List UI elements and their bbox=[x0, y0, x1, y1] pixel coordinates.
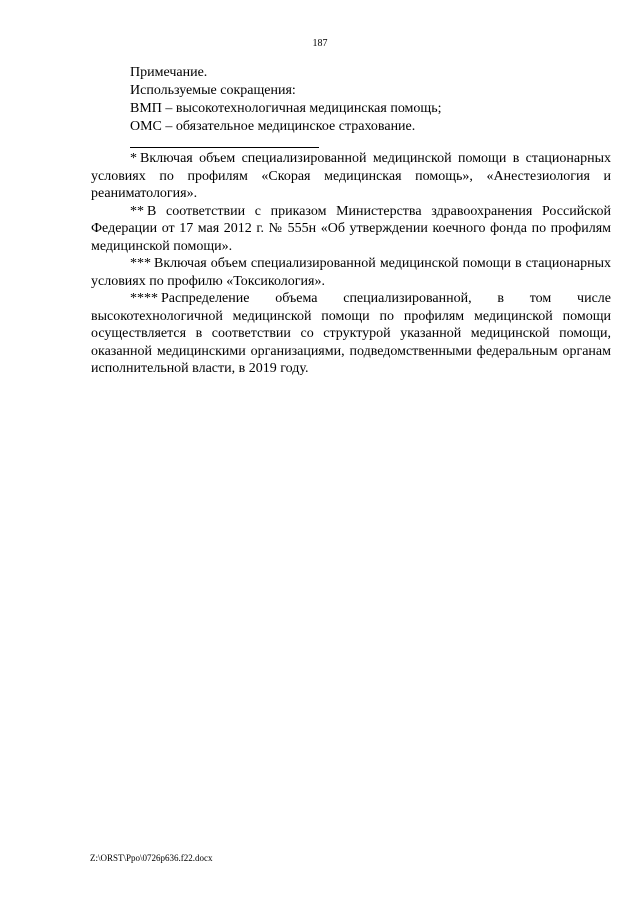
file-path: Z:\ORST\Ppo\0726p636.f22.docx bbox=[90, 853, 213, 863]
abbrev-oms: ОМС – обязательное медицинское страхование. bbox=[130, 119, 416, 134]
footnote-mark: ** bbox=[130, 203, 144, 219]
footnote-text: В соответствии с приказом Министерства здравоохранения Российской Федерации от 17 мая 2012 г. № 555н «Об утверждении коечного фонда по профилям медицинской помощи». bbox=[91, 203, 611, 254]
abbrev-heading: Используемые сокращения: bbox=[130, 83, 296, 98]
footnote-text: Распределение объема специализированной, в том числе высокотехнологичной медицинской помощи по профилям медицинской помощи осуществляется в соответствии со структурой указанной медицинской помощи, оказанной медицинскими организациями, подведомственными федеральным органам исполнительной власти, в 2019 году. bbox=[91, 291, 611, 376]
page-number: 187 bbox=[312, 38, 328, 49]
footnote-mark: * bbox=[130, 151, 137, 166]
footnotes bbox=[91, 150, 611, 378]
footnote-4 bbox=[91, 290, 611, 378]
footnote-text: Включая объем специализированной медицинской помощи в стационарных условиях по профилю «Токсикология». bbox=[91, 256, 611, 289]
footnote-mark: *** bbox=[130, 256, 151, 271]
note-title: Примечание. bbox=[130, 65, 208, 80]
footnote-mark: **** bbox=[130, 291, 158, 306]
footnote-1 bbox=[91, 150, 611, 203]
footnote-separator bbox=[130, 147, 319, 148]
abbrev-vmp: ВМП – высокотехнологичная медицинская помощь; bbox=[130, 101, 442, 116]
note-block bbox=[130, 64, 550, 136]
footnote-text: Включая объем специализированной медицинской помощи в стационарных условиях по профилям «Скорая медицинская помощь», «Анестезиология и реаниматология». bbox=[91, 151, 611, 201]
footnote-2 bbox=[91, 203, 611, 256]
footnote-3 bbox=[91, 255, 611, 290]
